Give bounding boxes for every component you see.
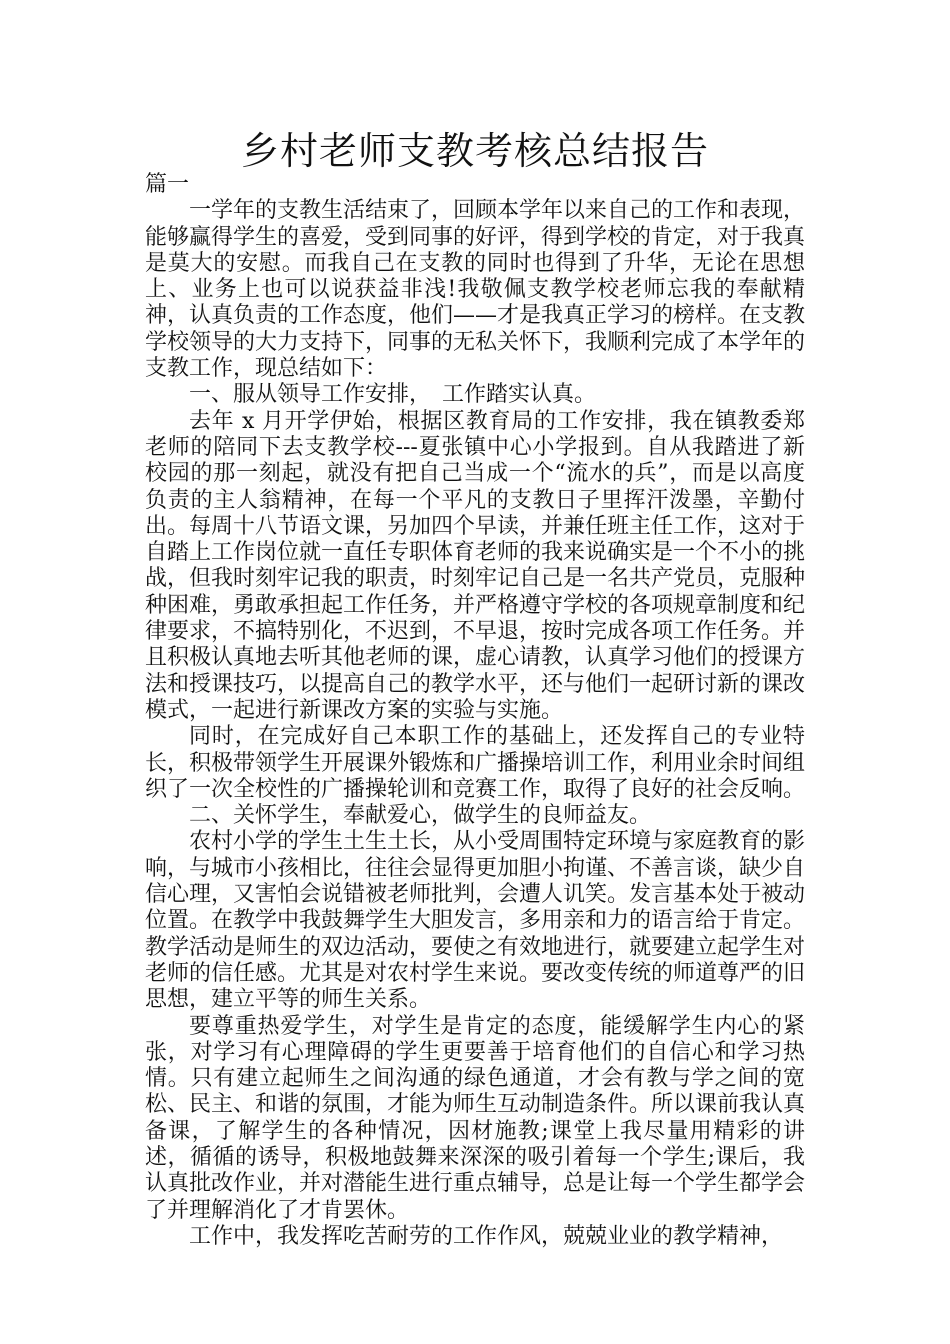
document-title: 乡村老师支教考核总结报告 (240, 129, 709, 173)
document-body (145, 172, 805, 1250)
paragraph-respect-students: 要尊重热爱学生，对学生是肯定的态度，能缓解学生内心的紧张，对学习有心理障碍的学生更要善于培育他们的自信心和学习热情。只有建立起师生之间沟通的绿色通道，才会有教与学之间的宽松、民主、和谐的氛围，才能为师生互动制造条件。所以课前我认真备课，了解学生的各种情况，因材施教;课堂上我尽量用精彩的讲述，循循的诱导，积极地鼓舞来深深的吸引着每一个学生;课后，我认真批改作业，并对潜能生进行重点辅导，总是让每一个学生都学会了并理解消化了才肯罢休。 (145, 1013, 806, 1223)
heading-section-one: 一、服从领导工作安排， 工作踏实认真。 (189, 382, 597, 408)
paragraph-rural-students: 农村小学的学生土生土长，从小受周围特定环境与家庭教育的影响，与城市小孩相比，往往会显得更加胆小拘谨、不善言谈，缺少自信心理，又害怕会说错被老师批判，会遭人讥笑。发言基本处于被动位置。在教学中我鼓舞学生大胆发言，多用亲和力的语言给于肯定。教学活动是师生的双边活动，要使之有效地进行，就要建立起学生对老师的信任感。尤其是对农村学生来说。要改变传统的师道尊严的旧思想，建立平等的师生关系。 (145, 829, 806, 1013)
heading-section-two: 二、关怀学生，奉献爱心，做学生的良师益友。 (189, 803, 652, 829)
paragraph-intro: 一学年的支教生活结束了，回顾本学年以来自己的工作和表现，能够赢得学生的喜爱，受到同事的好评，得到学校的肯定，对于我真是莫大的安慰。而我自己在支教的同时也得到了升华，无论在思想上、业务上也可以说获益非浅!我敬佩支教学校老师忘我的奉献精神，认真负责的工作态度，他们——才是我真正学习的榜样。在支教学校领导的大力支持下，同事的无私关怀下，我顺利完成了本学年的支教工作，现总结如下： (145, 198, 806, 382)
paragraph-work-style: 工作中，我发挥吃苦耐劳的工作作风，兢兢业业的教学精神， (189, 1223, 784, 1249)
paragraph-broadcast-exercise: 同时，在完成好自己本职工作的基础上，还发挥自己的专业特长，积极带领学生开展课外锻炼和广播操培训工作，利用业余时间组织了一次全校性的广播操轮训和竞赛工作，取得了良好的社会反响。 (145, 724, 806, 802)
paragraph-arrival: 去年 x 月开学伊始，根据区教育局的工作安排，我在镇教委郑老师的陪同下去支教学校---夏张镇中心小学报到。自从我踏进了新校园的那一刻起，就没有把自己当成一个“流水的兵”，而是以高度负责的主人翁精神，在每一个平凡的支教日子里挥汗泼墨，辛勤付出。每周十八节语文课，另加四个早读，并兼任班主任工作，这对于自踏上工作岗位就一直任专职体育老师的我来说确实是一个不小的挑战，但我时刻牢记我的职责，时刻牢记自己是一名共产党员，克服种种困难，勇敢承担起工作任务，并严格遵守学校的各项规章制度和纪律要求，不搞特别化，不迟到，不早退，按时完成各项工作任务。并且积极认真地去听其他老师的课，虚心请教，认真学习他们的授课方法和授课技巧，以提高自己的教学水平，还与他们一起研讨新的课改模式，一起进行新课改方案的实验与实施。 (145, 408, 806, 723)
section-label: 篇一 (145, 172, 190, 197)
